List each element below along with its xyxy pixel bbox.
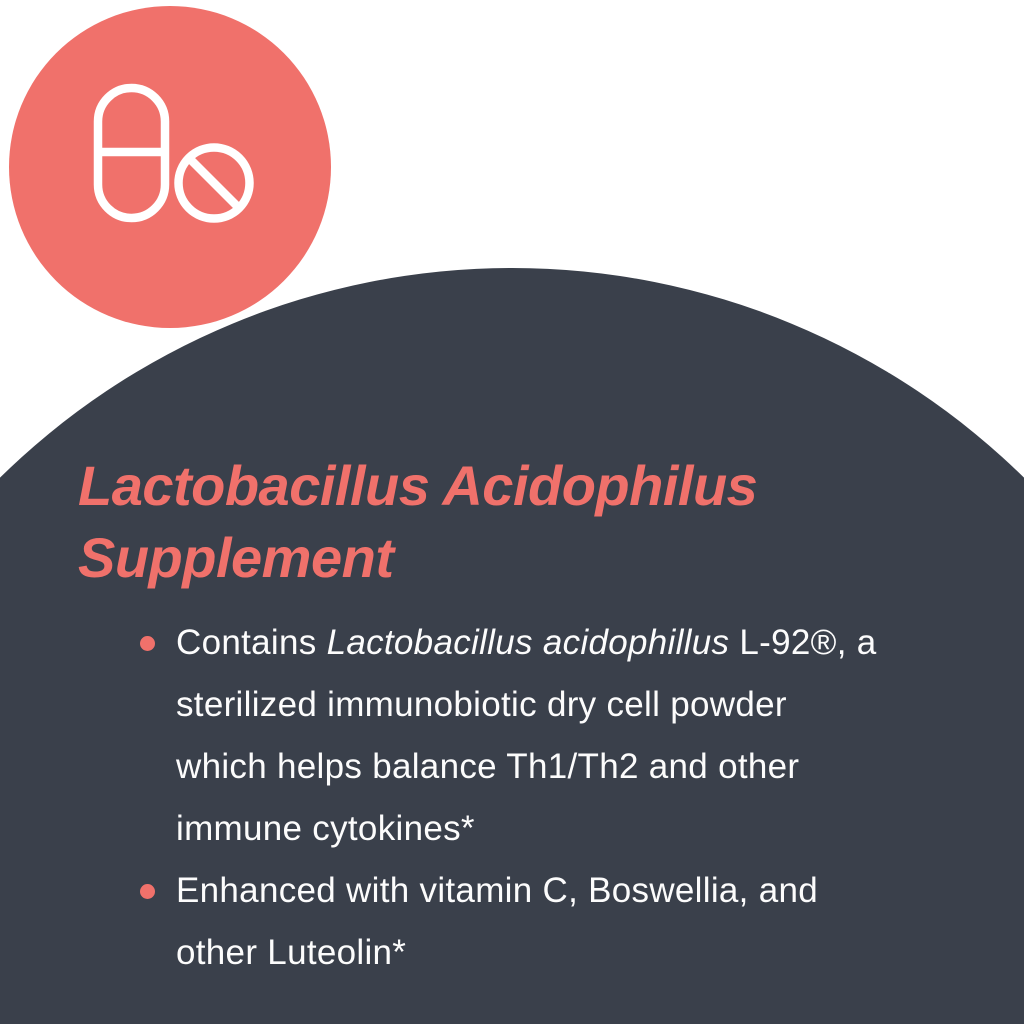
bullet-text-line: immune cytokines* (176, 809, 475, 848)
bullet-text (176, 612, 877, 860)
bullet-dot-icon (140, 636, 155, 651)
title-line-1: Lactobacillus Acidophilus (78, 454, 758, 517)
bullet-text-line: Enhanced with vitamin C, Boswellia, and (176, 871, 819, 910)
bullet-item (140, 860, 960, 984)
bullet-dot-icon (140, 884, 155, 899)
title-line-2: Supplement (78, 526, 394, 589)
bullet-text-line: other Luteolin* (176, 933, 407, 972)
bullet-text (176, 860, 818, 984)
bullet-list (140, 612, 960, 984)
bullet-item (140, 612, 960, 860)
bullet-text-line: sterilized immunobiotic dry cell powder (176, 685, 787, 724)
bullet-text-line: which helps balance Th1/Th2 and other (176, 747, 800, 786)
page-title (78, 450, 757, 594)
bullet-text-line: Contains Lactobacillus acidophillus L-92®, a (176, 623, 877, 662)
